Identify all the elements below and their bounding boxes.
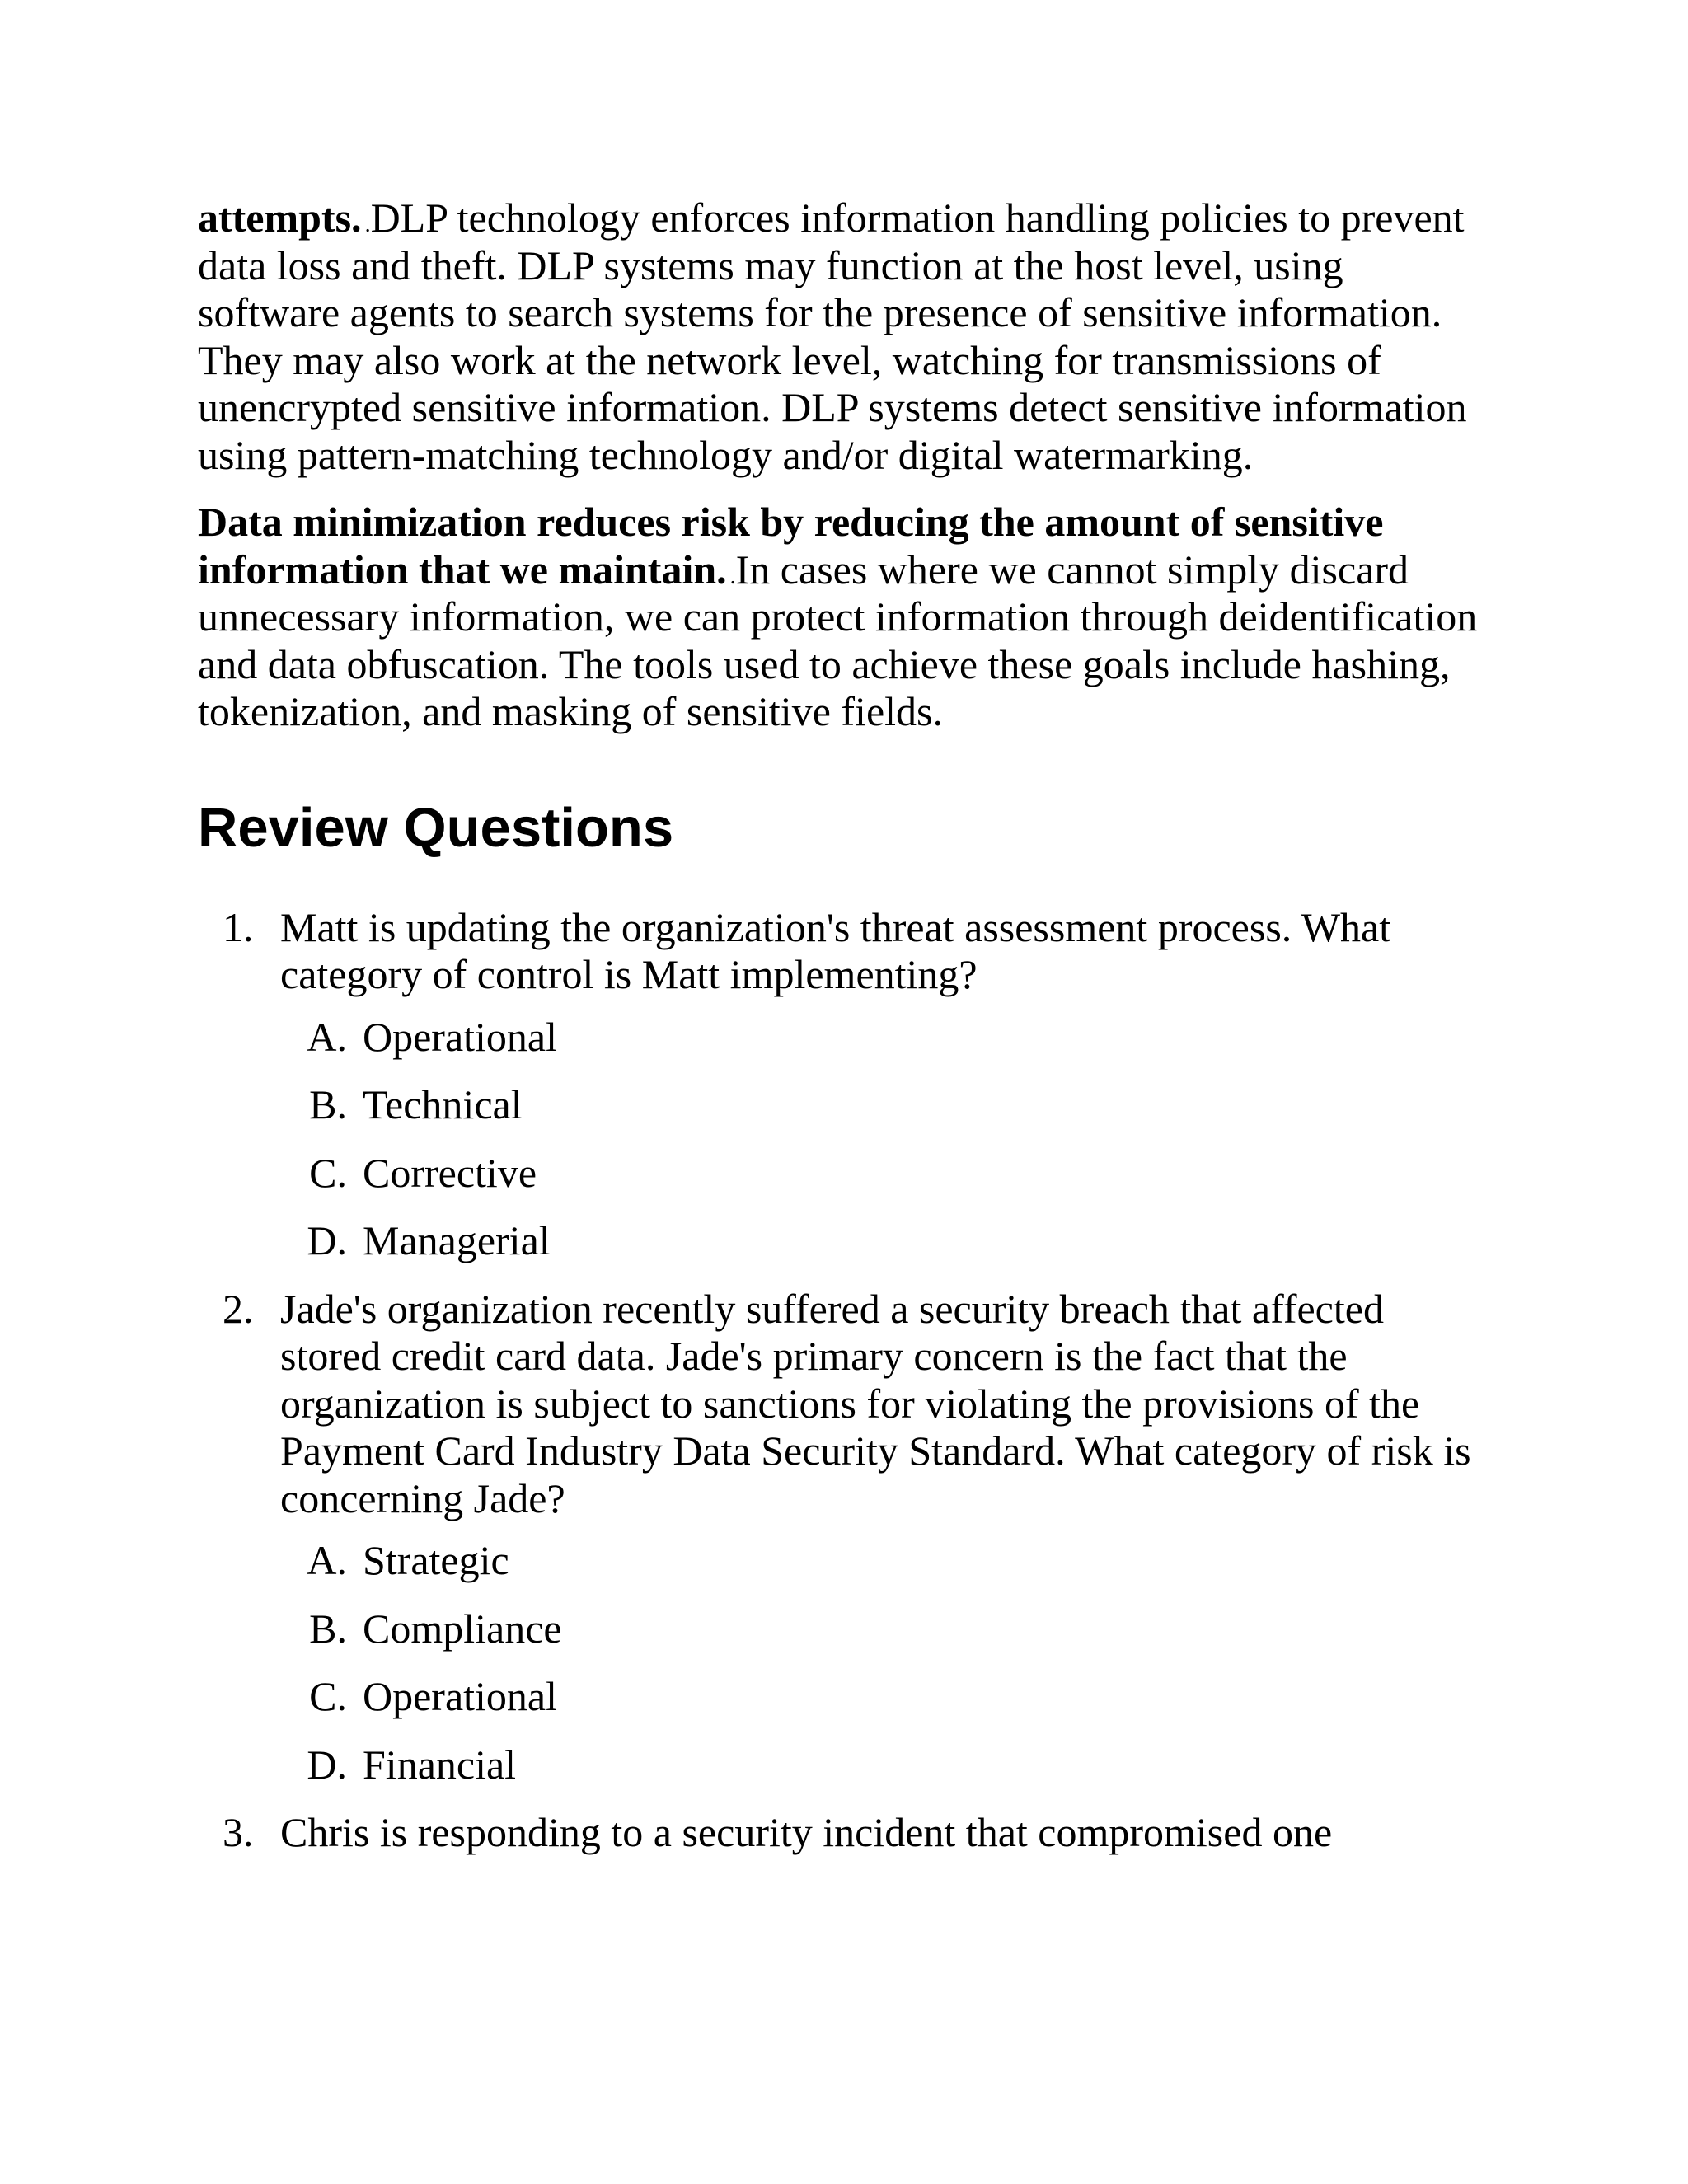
option-text: Managerial	[363, 1217, 551, 1263]
option-letter: B.	[309, 1605, 347, 1652]
section-heading: Review Questions	[198, 796, 674, 859]
dlp-paragraph	[198, 194, 1484, 479]
question-number: 1.	[223, 903, 254, 950]
data-minimization-body: In cases where we cannot simply discard unnecessary information, we can protect information through deidentification and data obfuscation. The tools used to achieve these goals include hashing, tokenization, and masking of sensitive fields.	[198, 546, 1478, 734]
answer-options	[280, 1537, 1484, 1788]
answer-option	[280, 1150, 1484, 1197]
dlp-body: DLP technology enforces information handling policies to prevent data loss and theft. DLP systems may function at the host level, using software agents to search systems for the presence of sensitive information. They may also work at the network level, watching for transmissions of unencrypted sensitive information. DLP systems detect sensitive information using pattern-matching technology and/or digital watermarking.	[198, 194, 1467, 478]
question-text: Matt is updating the organization's threat assessment process. What category of control is Matt implementing?	[280, 903, 1391, 997]
question-number: 2.	[223, 1285, 254, 1332]
question-text: Chris is responding to a security incident that compromised one	[280, 1809, 1333, 1855]
option-text: Compliance	[363, 1605, 562, 1652]
question-1	[198, 904, 1484, 1265]
option-text: Corrective	[363, 1149, 537, 1196]
document-page	[198, 194, 1484, 1877]
question-3	[198, 1809, 1484, 1857]
data-minimization-paragraph	[198, 499, 1484, 736]
answer-option	[280, 1081, 1484, 1129]
answer-option	[280, 1217, 1484, 1265]
answer-option	[280, 1537, 1484, 1585]
option-letter: A.	[307, 1013, 347, 1060]
dlp-lead: attempts.	[198, 194, 362, 241]
option-text: Technical	[363, 1081, 523, 1127]
option-letter: C.	[309, 1149, 347, 1196]
data-minimization-separator: .	[729, 563, 736, 589]
question-2	[198, 1286, 1484, 1789]
answer-options	[280, 1014, 1484, 1265]
answer-option	[280, 1673, 1484, 1721]
option-letter: C.	[309, 1673, 347, 1719]
option-text: Operational	[363, 1673, 558, 1719]
question-text: Jade's organization recently suffered a security breach that affected stored credit card data. Jade's primary concern is the fact that the organization is subject to sanctions for violating the provisions of the Payment Card Industry Data Security Standard. What category of risk is concerning Jade?	[280, 1285, 1471, 1521]
option-text: Strategic	[363, 1537, 509, 1583]
answer-option	[280, 1741, 1484, 1789]
data-minimization-lead: Data minimization reduces risk by reducing the amount of sensitive information that we maintain.	[198, 499, 1384, 593]
question-number: 3.	[223, 1809, 254, 1855]
answer-option	[280, 1014, 1484, 1062]
option-letter: A.	[307, 1537, 347, 1583]
answer-option	[280, 1605, 1484, 1653]
option-letter: D.	[307, 1217, 347, 1263]
option-letter: D.	[307, 1741, 347, 1788]
review-questions-list	[198, 904, 1484, 1857]
option-text: Financial	[363, 1741, 517, 1788]
option-letter: B.	[309, 1081, 347, 1127]
dlp-separator: .	[364, 212, 371, 237]
option-text: Operational	[363, 1013, 558, 1060]
